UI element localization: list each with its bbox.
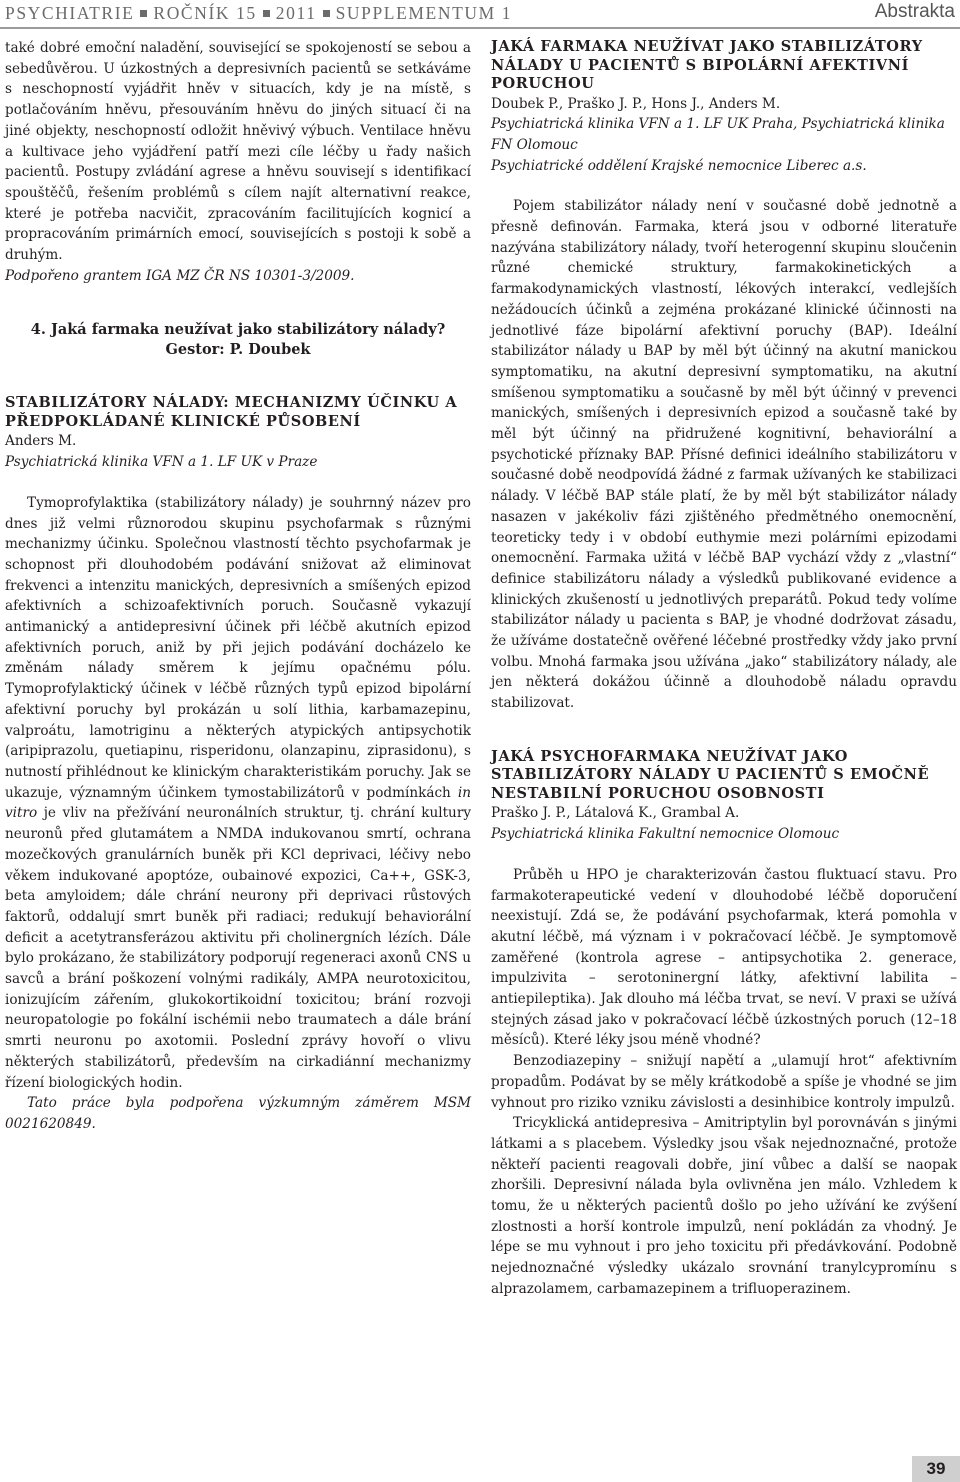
abstract-title: JAKÁ PSYCHOFARMAKA NEUŽÍVAT JAKO STABILIZÁTORY NÁLADY U PACIENTŮ S EMOČNĚ NESTABILNÍ PORUCHOU OSOBNOSTI: [491, 747, 930, 802]
abstract-paragraph: Tricyklická antidepresiva – Amitriptylin byl porovnáván s jinými látkami a s placebem. Výsledky jsou však nejednoznačné, protože někteří pacienti reagovali dobře, jiní vůbec a další se naopak zhoršili. Depresivní nálada byla ovlivněna jen málo. Vzhledem k tomu, že u některých pacientů došlo po jeho užívání ke zvýšení zlostnosti a horší kontrole impulzů, není pokládán za vhodný. Je lépe se mu vyhnout i pro jeho toxicitu při předávkování. Podobně nejednoznačné výsledky ukázalo srovnání tranylcypromínu s alprazolamem, carbamazepinem a trifluoperazinem.: [491, 1115, 957, 1297]
session-gestor: Gestor: P. Doubek: [165, 341, 311, 359]
abstract-body: [5, 493, 471, 1093]
journal-name: PSYCHIATRIE: [5, 3, 135, 23]
abstract-title: JAKÁ FARMAKA NEUŽÍVAT JAKO STABILIZÁTORY NÁLADY U PACIENTŮ S BIPOLÁRNÍ AFEKTIVNÍ PORUCHOU: [491, 38, 923, 92]
running-header: [0, 0, 960, 29]
separator-square-icon: [323, 10, 330, 17]
abstract-authors: Praško J. P., Látalová K., Grambal A.: [491, 805, 740, 822]
abstract-paragraph: Benzodiazepiny – snižují napětí a „ulamují hrot“ afektivním propadům. Podávat by se měly krátkodobě a spíše je vhodné se jim vyhnout pro riziko vzniku závislosti a desinhibice kontroly impulzů.: [491, 1053, 957, 1111]
abstract-title: STABILIZÁTORY NÁLADY: MECHANIZMY ÚČINKU A PŘEDPOKLÁDANÉ KLINICKÉ PŮSOBENÍ: [5, 394, 458, 430]
abstract-affiliation: Psychiatrická klinika Fakultní nemocnice Olomouc: [491, 826, 840, 843]
continued-paragraph: také dobré emoční naladění, související se spokojeností se sebou a sebedůvěrou. U úzkostných a depresivních pacientů se setkáváme s neschopností vyjádřit hněv v situacích, kdy je na místě, s potlačováním hněvu, přesouváním hněvu do jiných situací či na jiné objekty, neschopností odložit hněvivý výbuch. Ventilace hněvu a kultivace jeho vyjádření patří mezi cíle léčby u řady našich pacientů. Postupy zvládání agrese a hněvu souvisejí s identifikací spouštěčů, řešením problémů s cílem najít alternativní reakce, které je potřeba nacvičit, zpracováním facilitujících kognicí a propracováním primárních emocí, souvisejících s postoji k sobě a druhým.: [5, 40, 471, 264]
abstract-affiliation: Psychiatrická klinika VFN a 1. LF UK v Praze: [5, 454, 318, 471]
abstract-affiliation: Psychiatrické oddělení Krajské nemocnice Liberec a.s.: [491, 157, 867, 174]
journal-running-title: [5, 3, 512, 24]
session-title: 4. Jaká farmaka neužívat jako stabilizátory nálady?: [30, 321, 446, 339]
abstract-body-rest: je vliv na přežívání neuronálních struktur, tj. chrání kultury neuronů před glutamátem a NMDA indukovanou smrtí, ochrana mozečkových granulárních buněk při KCl deprivaci, léčivy nebo věkem indukované apoptóze, oubainové expozici, Ca++, GSK-3, beta amyloidem; dále chrání neurony při deprivaci růstových faktorů, oddalují smrt buněk při radiaci; redukují behaviorální deficit a acetytransferázou aktivitu při cholinergních lézích. Dále bylo prokázano, že stabilizátory podporují regeneraci axonů CNS u savců a brání poškození volnými radikály, AMPA neurotoxicitou, ionizujícím zářením, glukokortikoidní toxicitou; brání rozvoji neuropatologie po fokální ischémii nebo traumatech a dále brání smrti neuronu po axotomii. Poslední zprávy hovoří o vlivu některých stabilizátorů, především na cirkadiánní mechanizmy řízení biologických hodin.: [5, 805, 471, 1091]
abstract-paragraph: Průběh u HPO je charakterizován častou fluktuací stavu. Pro farmakoterapeutické vedení v dlouhodobé léčbě doporučení neexistují. Zdá se, že podávání psychofarmak, která pomohla v akutní léčbě, má význam i v pokračovací léčbě. Je symptomově zaměřené (kontrola agrese – antipsychotika 2. generace, impulzivita – serotoninergní látky, afektivní labilita – antiepileptika). Jak dlouho má léčba trvat, se neví. V praxi se užívá stejných zásad jako v pokračovací léčbě úzkostných poruch (12–18 měsíců). Které léky jsou méně vhodné?: [491, 866, 957, 1049]
abstract-authors: Anders M.: [5, 433, 77, 450]
separator-square-icon: [263, 10, 270, 17]
journal-issue: SUPPLEMENTUM 1: [335, 3, 513, 23]
abstract-body-text: Tymoprofylaktika (stabilizátory nálady) je souhrnný název pro dnes již velmi různorodou skupinu psychofarmak s různými mechanizmy účinku. Společnou vlastností těchto psychofarmak je schopnost při dlouhodobém podávání snižovat až eliminovat frekvenci a intenzitu manických, depresivních a smíšených epizod afektivních a schizoafektivních poruch. Současně vykazují antimanický a antidepresivní účinek při léčbě akutních epizod afektivních poruch, aniž by při jejich podávání docházelo ke změnám nálady směrem k jejímu opačnému pólu. Tymoprofylaktický účinek v léčbě různých typů epizod bipolární afektivní poruchy byl prokázán u solí lithia, karbamazepinu, valproátu, lamotriginu a některých atypických antipsychotik (aripiprazolu, quetiapinu, risperidonu, olanzapinu, ziprasidonu), s nutností přihlédnout ke klinickým charakteristikám poruchy. Jak se ukazuje, významným účinkem tymostabilizátorů v podmínkách: [5, 494, 471, 801]
left-column: [5, 38, 471, 1135]
support-note: Tato práce byla podpořena výzkumným záměrem MSM 0021620849.: [5, 1095, 471, 1132]
section-label: Abstrakta: [874, 1, 955, 22]
abstract-body-italic: in vitro: [5, 784, 471, 822]
abstract-authors: Doubek P., Praško J. P., Hons J., Anders M.: [491, 95, 781, 112]
right-column: [491, 38, 957, 1300]
page-number: 39: [912, 1456, 960, 1482]
journal-volume: ROČNÍK 15: [153, 3, 257, 23]
abstract-body: Pojem stabilizátor nálady není v současné době jednotně a přesně definován. Farmaka, která jsou v odborné literatuře nazývána stabilizátory nálady, tvoří heterogenní skupinu sloučenin různé chemické struktury, farmakokinetických a farmakodynamických vlastností, lékových interakcí, vedlejších nežádoucích účinků a zejména prokázané klinické účinnosti na jednotlivé fáze bipolární afektivní poruchy (BAP). Ideální stabilizátor nálady u BAP by měl být účinný na akutní manickou symptomatiku, na akutní depresivní symptomatiku, na akutní smíšenou symptomatiku a současně by měl být účinný v prevenci manických, smíšených i depresivních epizod a současně také by měl být účinný na přidružené kognitivní, behaviorální a psychotické příznaky BAP. Přísné definici ideálního stabilizátoru v současné době neodpovídá žádné z farmak užívaných ke stabilizaci nálady. V léčbě BAP stále platí, že by měl být stabilizátor nálady nasazen v jakékoliv fázi zjištěného předmětného onemocnění, teoreticky tedy i v období euthymie mezi polárními epizodami onemocnění. Farmaka užitá v léčbě BAP vychází vždy z „vlastní“ definice stabilizátoru nálady a výsledků publikované evidence a klinických zkušeností u jednotlivých preparátů. Pokud tedy volíme stabilizátor nálady u pacienta s BAP, je vhodné dodržovat zásadu, že užíváme dostatečně ověřené léčebné prostředky vždy jako první volbu. Mnohá farmaka jsou užívána „jako“ stabilizátory nálady, ale jen některá dokážou účinně a dlouhodobě náladu opravdu stabilizovat.: [491, 198, 957, 712]
separator-square-icon: [140, 10, 147, 17]
journal-year: 2011: [275, 3, 317, 23]
abstract-affiliation: Psychiatrická klinika VFN a 1. LF UK Praha, Psychiatrická klinika FN Olomouc: [491, 116, 945, 153]
grant-note: Podpořeno grantem IGA MZ ČR NS 10301-3/2009.: [5, 267, 355, 284]
